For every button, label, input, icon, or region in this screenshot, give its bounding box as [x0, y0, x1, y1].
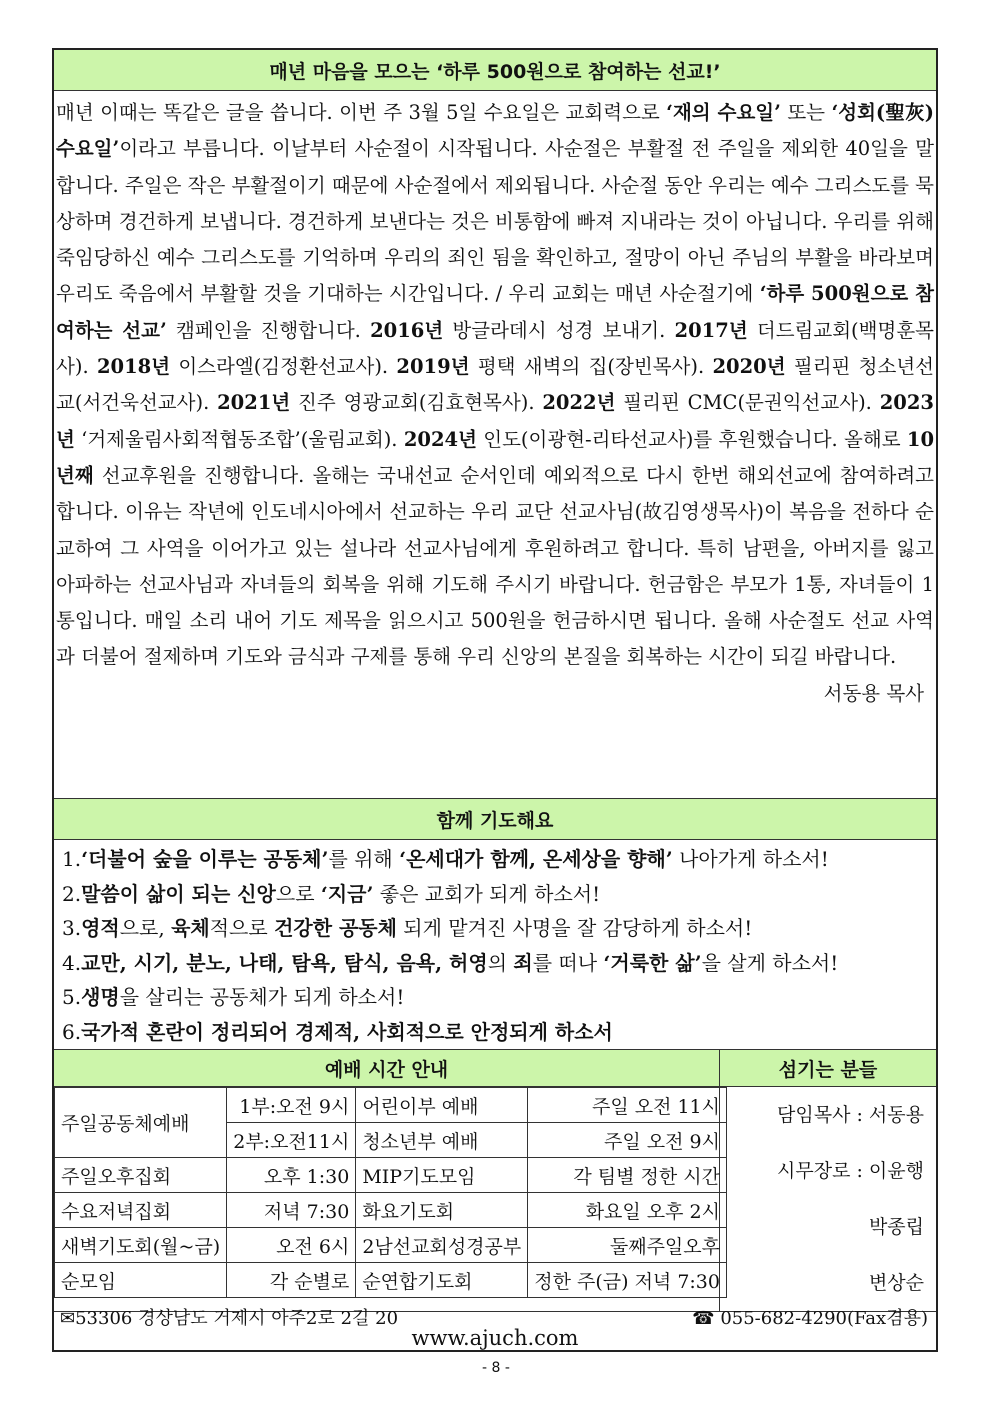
service-name: 순연합기도회	[356, 1263, 528, 1298]
emphasis-text: 10년째	[56, 427, 935, 487]
service-time: 각 팀별 정한 시간	[528, 1158, 727, 1193]
body-text: 또는	[780, 101, 832, 124]
service-name: 수요저녁집회	[55, 1193, 227, 1228]
table-row	[55, 1193, 727, 1228]
emphasis-text: ‘거룩한 삶’	[603, 950, 702, 975]
body-text: 되게 맡겨진 사명을 잘 감당하게 하소서!	[396, 916, 753, 941]
servers-title: 섬기는 분들	[720, 1050, 936, 1087]
page-number: - 8 -	[482, 1360, 510, 1376]
prayer-item	[62, 946, 928, 981]
service-name: 주일오후집회	[55, 1158, 227, 1193]
emphasis-text: 건강한 공동체	[274, 916, 397, 941]
body-text: 캠페인을 진행합니다.	[166, 318, 371, 342]
service-time: 주일 오전 11시	[528, 1088, 727, 1123]
service-name: 순모임	[55, 1263, 227, 1298]
schedule-title: 예배 시간 안내	[54, 1050, 719, 1087]
emphasis-text: 2022년	[542, 391, 616, 415]
prayer-title: 함께 기도해요	[54, 799, 936, 840]
mail-icon: ✉	[60, 1308, 76, 1329]
emphasis-text: 교만, 시기, 분노, 나태, 탐욕, 탐식, 음욕, 허영	[81, 950, 488, 975]
website-link[interactable]: www.ajuch.com	[411, 1326, 579, 1350]
emphasis-text: 2020년	[712, 355, 786, 379]
body-text: ‘거제울림사회적협동조합’(울림교회).	[74, 427, 404, 451]
server-entry: 시무장로 : 이윤행	[777, 1160, 924, 1182]
emphasis-text: ‘성회(聖灰) 수요일’	[56, 101, 934, 161]
emphasis-text: ‘더불어 숲을 이루는 공동체’	[81, 847, 329, 871]
footer	[54, 1300, 936, 1350]
table-row	[55, 1263, 727, 1298]
service-name: 2남선교회성경공부	[356, 1228, 528, 1263]
server-entry: 박종립	[868, 1216, 924, 1238]
prayer-item	[62, 842, 928, 877]
emphasis-text: ‘온세대가 함께, 온세상을 향해’	[399, 847, 673, 871]
phone-text: 055-682-4290(Fax겸용)	[720, 1308, 928, 1329]
body-text: 적으로	[209, 916, 275, 941]
table-row	[55, 1228, 727, 1263]
body-text: 5.	[62, 985, 82, 1010]
article-body	[56, 95, 934, 676]
prayer-item	[62, 877, 928, 912]
article-title: 매년 마음을 모으는 ‘하루 500원으로 참여하는 선교!’	[54, 50, 936, 91]
body-text: 필리핀 CMC(문권익선교사).	[615, 391, 880, 415]
service-time: 둘째주일오후	[528, 1228, 727, 1263]
body-text: 진주 영광교회(김효현목사).	[290, 391, 543, 415]
emphasis-text: 생명	[81, 985, 120, 1010]
service-name: 새벽기도회(월~금)	[55, 1228, 227, 1263]
table-row	[55, 1088, 727, 1123]
body-text: 1.	[62, 847, 82, 871]
servers-list	[720, 1087, 936, 1331]
service-time: 화요일 오후 2시	[528, 1193, 727, 1228]
emphasis-text: 육체	[171, 916, 210, 941]
service-time: 1부:오전 9시	[227, 1088, 356, 1123]
body-text: 선교후원을 진행합니다. 올해는 국내선교 순서인데 예외적으로 다시 한번 해외선교에 참여하려고 합니다. 이유는 작년에 인도네시아에서 선교하는 우리 교단 선교사님(故김영생목사)이 복음을 전하다 순교하여 그 사역을 이어가고 있는 설나라 선교사님에게 후원하려고 합니다. 특히 남편을, 아버지를 잃고 아파하는 선교사님과 자녀들의 회복을 위해 기도해 주시기 바랍니다. 헌금함은 부모가 1통, 자녀들이 1통입니다. 매일 소리 내어 기도 제목을 읽으시고 500원을 헌금하시면 됩니다. 올해 사순절도 선교 사역과 더불어 절제하며 기도와 금식과 구제를 통해 우리 신앙의 본질을 회복하는 시간이 되길 바랍니다.	[56, 463, 934, 669]
prayer-item	[62, 1015, 928, 1050]
body-text: 을 살게 하소서!	[701, 950, 839, 975]
body-text: 좋은 교회가 되게 하소서!	[373, 881, 601, 906]
body-text: 인도(이광현-리타선교사)를 후원했습니다. 올해로	[476, 427, 907, 451]
body-text: 나아가게 하소서!	[672, 847, 829, 871]
server-entry: 변상순	[868, 1272, 924, 1294]
body-text: 6.	[62, 1019, 82, 1044]
body-text: 으로	[275, 881, 321, 906]
service-name: 어린이부 예배	[356, 1088, 528, 1123]
address-text: 53306 경상남도 거제시 아주2로 2길 20	[75, 1308, 399, 1329]
body-text: 를 위해	[328, 847, 400, 871]
service-time: 오전 6시	[227, 1228, 356, 1263]
body-text: 평택 새벽의 집(장빈목사).	[469, 355, 713, 379]
service-time: 정한 주(금) 저녁 7:30	[528, 1263, 727, 1298]
emphasis-text: 말씀이 삶이 되는 신앙	[81, 881, 276, 906]
servers-panel	[720, 1050, 936, 1311]
service-name: MIP기도모임	[356, 1158, 528, 1193]
emphasis-text: 2017년	[674, 318, 748, 342]
pastor-column	[54, 91, 936, 799]
body-text: 을 살리는 공동체가 되게 하소서!	[119, 985, 405, 1010]
body-text: 이라고 부릅니다. 이날부터 사순절이 시작됩니다. 사순절은 부활절 전 주일을 제외한 40일을 말합니다. 주일은 작은 부활절이기 때문에 사순절에서 제외됩니다. 사순절 동안 우리는 예수 그리스도를 묵상하며 경건하게 보냅니다. 경건하게 보낸다는 것은 비통함에 빠져 지내라는 것이 아닙니다. 우리를 위해 죽임당하신 예수 그리스도를 기억하며 우리의 죄인 됨을 확인하고, 절망이 아닌 주님의 부활을 바라보며 우리도 죽음에서 부활할 것을 기대하는 시간입니다. / 우리 교회는 매년 사순절기에	[56, 137, 934, 306]
emphasis-text: 2019년	[396, 355, 470, 379]
body-text: 방글라데시 성경 보내기.	[443, 318, 675, 342]
prayer-item	[62, 980, 928, 1015]
emphasis-text: ‘하루 500원으로 참여하는 선교’	[56, 282, 935, 342]
service-time: 각 순별로	[227, 1263, 356, 1298]
body-text: 4.	[62, 950, 82, 975]
table-row	[55, 1158, 727, 1193]
body-text: 매년 이때는 똑같은 글을 씁니다. 이번 주 3월 5일 수요일은 교회력으로	[56, 101, 667, 124]
prayer-list	[54, 840, 936, 1050]
service-time: 저녁 7:30	[227, 1193, 356, 1228]
emphasis-text: 2024년	[403, 427, 477, 451]
info-section	[54, 1050, 936, 1312]
emphasis-text: 2023년	[56, 391, 934, 451]
body-text: 으로,	[119, 916, 172, 941]
body-text: 필리핀 청소년선교(서건욱선교사).	[56, 355, 935, 415]
server-entry: 담임목사 : 서동용	[777, 1104, 924, 1126]
body-text: 이스라엘(김정환선교사).	[170, 355, 397, 379]
emphasis-text: ‘재의 수요일’	[666, 101, 781, 124]
phone-icon: ☎	[692, 1308, 721, 1329]
body-text: 더드림교회(백명훈목사).	[56, 318, 935, 379]
schedule-table	[54, 1087, 727, 1298]
emphasis-text: 2018년	[96, 355, 171, 379]
body-text: 를 떠나	[532, 950, 604, 975]
service-name: 화요기도회	[356, 1193, 528, 1228]
service-time: 2부:오전11시	[227, 1123, 356, 1158]
body-text: 3.	[62, 916, 82, 941]
emphasis-text: ‘지금’	[320, 881, 374, 906]
worship-schedule	[54, 1050, 720, 1311]
service-name: 청소년부 예배	[356, 1123, 528, 1158]
emphasis-text: 2021년	[217, 391, 291, 415]
emphasis-text: 2016년	[370, 318, 444, 342]
service-name: 주일공동체예배	[55, 1088, 227, 1158]
article-signature: 서동용 목사	[823, 681, 924, 705]
emphasis-text: 영적	[81, 916, 120, 941]
page-frame	[52, 48, 938, 1352]
prayer-item	[62, 911, 928, 946]
emphasis-text: 죄	[513, 950, 533, 975]
service-time: 주일 오전 9시	[528, 1123, 727, 1158]
body-text: 의	[487, 950, 514, 975]
emphasis-text: 국가적 혼란이 정리되어 경제적, 사회적으로 안정되게 하소서	[81, 1019, 613, 1044]
body-text: 2.	[62, 881, 82, 906]
service-time: 오후 1:30	[227, 1158, 356, 1193]
